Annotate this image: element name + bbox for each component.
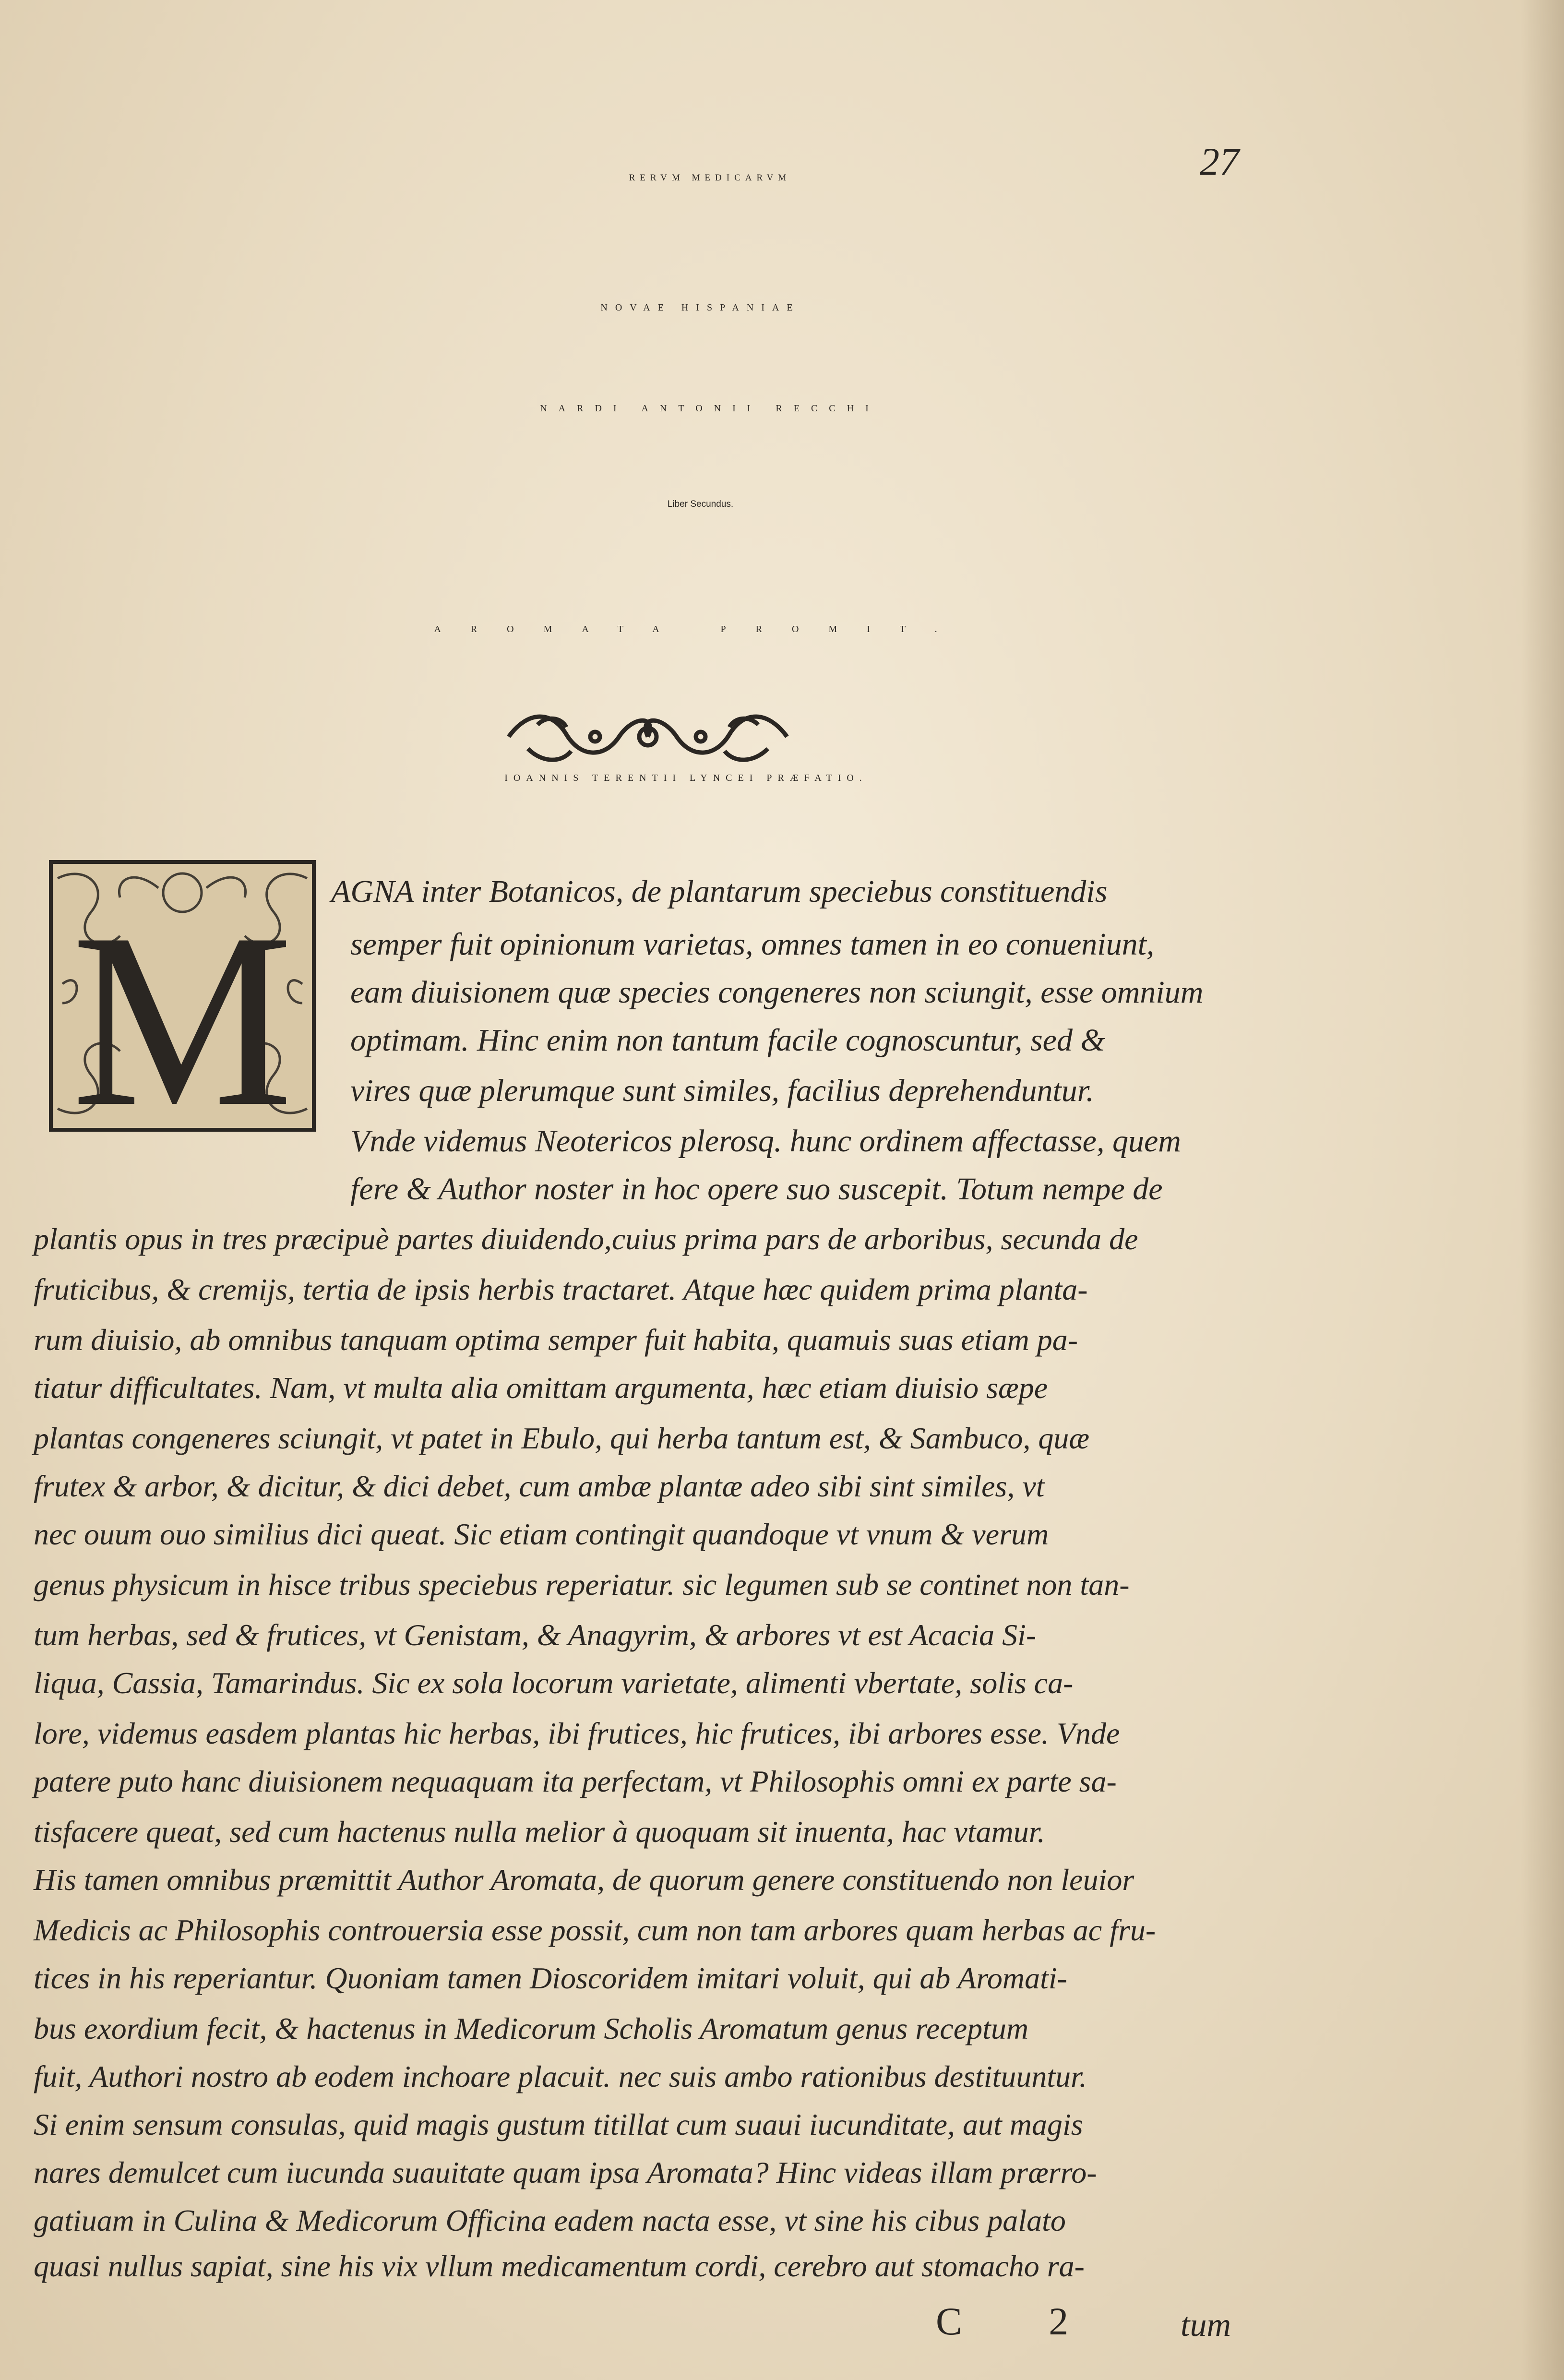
catchword: tum [1181, 2307, 1231, 2344]
title-line-1: RERVM MEDICARVM [629, 173, 791, 183]
body-line: AGNA inter Botanicos, de plantarum speciebus constituendis [331, 874, 1108, 909]
body-line: genus physicum in hisce tribus speciebus reperiatur. sic legumen sub se continet non tan- [34, 1567, 1130, 1602]
body-line: fuit, Authori nostro ab eodem inchoare placuit. nec suis ambo rationibus destituuntur. [34, 2059, 1087, 2093]
body-line: Vnde videmus Neotericos plerosq. hunc ordinem affectasse, quem [350, 1124, 1181, 1159]
body-line: Medicis ac Philosophis controuersia esse possit, cum non tam arbores quam herbas ac fru- [34, 1913, 1156, 1947]
body-line: tisfacere queat, sed cum hactenus nulla melior à quoquam sit inuenta, hac vtamur. [34, 1815, 1045, 1849]
body-line: gatiuam in Culina & Medicorum Officina eadem nacta esse, vt sine his cibus palato [34, 2203, 1066, 2237]
body-line: eam diuisionem quæ species congeneres non sciungit, esse omnium [350, 975, 1204, 1010]
body-line: nec ouum ouo similius dici queat. Sic etiam contingit quandoque vt vnum & verum [34, 1517, 1049, 1551]
body-line: vires quæ plerumque sunt similes, facilius deprehenduntur. [350, 1073, 1094, 1108]
title-line-4: Liber Secundus. [667, 499, 734, 509]
body-line: tiatur difficultates. Nam, vt multa alia omittam argumenta, hæc etiam diuisio sæpe [34, 1371, 1048, 1405]
title-line-5: AROMATA PROMIT. [434, 624, 967, 634]
body-line: quasi nullus sapiat, sine his vix vllum medicamentum cordi, cerebro aut stomacho ra- [34, 2249, 1085, 2283]
body-line: semper fuit opinionum varietas, omnes tamen in eo conueniunt, [350, 927, 1155, 962]
body-line: tum herbas, sed & frutices, vt Genistam, & Anagyrim, & arbores vt est Acacia Si- [34, 1618, 1037, 1652]
signature-mark: C 2 [936, 2299, 1107, 2343]
body-line: fere & Author noster in hoc opere suo suscepit. Totum nempe de [350, 1172, 1163, 1207]
preface-title: IOANNIS TERENTII LYNCEI PRÆFATIO. [504, 773, 868, 783]
body-line: optimam. Hinc enim non tantum facile cognoscuntur, sed & [350, 1023, 1105, 1058]
page-number: 27 [1200, 140, 1239, 183]
body-line: Si enim sensum consulas, quid magis gustum titillat cum suaui iucunditate, aut magis [34, 2107, 1083, 2141]
title-line-3: NARDI ANTONII RECCHI [540, 403, 880, 414]
body-line: plantas congeneres sciungit, vt patet in Ebulo, qui herba tantum est, & Sambuco, quæ [34, 1421, 1090, 1455]
body-line: fruticibus, & cremijs, tertia de ipsis herbis tractaret. Atque hæc quidem prima planta- [34, 1272, 1088, 1306]
title-line-2: NOVAE HISPANIAE [600, 302, 800, 313]
body-line: bus exordium fecit, & hactenus in Medicorum Scholis Aromatum genus receptum [34, 2011, 1029, 2045]
body-line: patere puto hanc diuisionem nequaquam ita perfectam, vt Philosophis omni ex parte sa- [34, 1764, 1117, 1798]
body-line: liqua, Cassia, Tamarindus. Sic ex sola locorum varietate, alimenti vbertate, solis ca- [34, 1666, 1074, 1700]
body-line: plantis opus in tres præcipuè partes diuidendo,cuius prima pars de arboribus, secunda de [34, 1222, 1138, 1256]
body-line: nares demulcet cum iucunda suauitate quam ipsa Aromata? Hinc videas illam prærro- [34, 2155, 1097, 2189]
body-line: lore, videmus easdem plantas hic herbas, ibi frutices, hic frutices, ibi arbores esse. Vnde [34, 1716, 1120, 1750]
body-line: rum diuisio, ab omnibus tanquam optima semper fuit habita, quamuis suas etiam pa- [34, 1323, 1078, 1357]
body-line: tices in his reperiantur. Quoniam tamen Dioscoridem imitari voluit, qui ab Aromati- [34, 1961, 1067, 1995]
body-line: His tamen omnibus præmittit Author Aromata, de quorum genere constituendo non leuior [34, 1863, 1134, 1897]
body-line: frutex & arbor, & dicitur, & dici debet, cum ambæ plantæ adeo sibi sint similes, vt [34, 1469, 1045, 1503]
svg-text:M: M [71, 882, 294, 1133]
